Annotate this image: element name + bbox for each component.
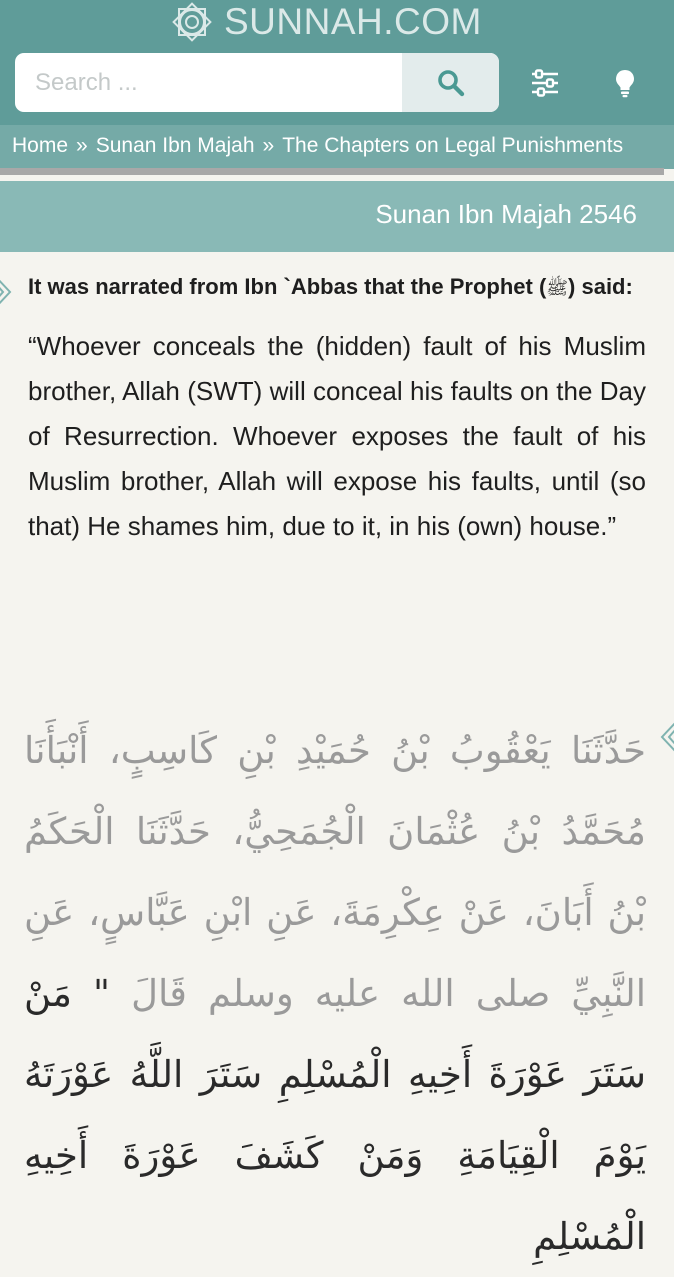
breadcrumb-separator: » <box>262 134 275 157</box>
logo-text: SUNNAH.COM <box>224 1 482 42</box>
lightbulb-icon <box>614 68 636 98</box>
sliders-icon <box>530 69 560 97</box>
hadith-reference: Sunan Ibn Majah 2546 <box>375 198 637 229</box>
hadith-narrator: It was narrated from Ibn `Abbas that the Prophet (ﷺ) said: <box>28 274 633 299</box>
site-logo[interactable] <box>170 0 482 44</box>
site-header <box>0 0 674 125</box>
arabic-matn: " مَنْ سَتَرَ عَوْرَةَ أَخِيهِ الْمُسْلِمِ سَتَرَ اللَّهُ عَوْرَتَهُ يَوْمَ الْقِيَامَةِ وَمَنْ كَشَفَ عَوْرَةَ أَخِيهِ الْمُسْلِمِ <box>24 972 646 1258</box>
breadcrumb-separator: » <box>76 134 88 157</box>
breadcrumb-chapter[interactable]: The Chapters on Legal Punishments <box>282 134 624 157</box>
hadith-english <box>28 268 646 549</box>
breadcrumb-scrollbar[interactable] <box>0 168 664 175</box>
english-side-marker-icon <box>0 273 18 311</box>
tips-button[interactable] <box>602 60 648 106</box>
arabic-side-marker-icon <box>654 718 674 756</box>
sunnah-star-logo-icon <box>170 0 214 44</box>
search-icon <box>436 68 466 98</box>
search-input[interactable] <box>15 53 401 112</box>
settings-button[interactable] <box>522 60 568 106</box>
search-box <box>15 53 499 112</box>
arabic-isnad: حَدَّثَنَا يَعْقُوبُ بْنُ حُمَيْدِ بْنِ كَاسِبٍ، أَنْبَأَنَا مُحَمَّدُ بْنُ عُثْمَانَ الْجُمَحِيُّ، حَدَّثَنَا الْحَكَمُ بْنُ أَبَانَ، عَنْ عِكْرِمَةَ، عَنِ ابْنِ عَبَّاسٍ، عَنِ النَّبِيِّ صلى الله عليه وسلم قَالَ <box>24 729 647 1015</box>
hadith-title-bar <box>0 181 674 252</box>
salawat-glyph: ﷺ <box>546 278 569 299</box>
search-button[interactable] <box>402 53 499 112</box>
breadcrumb <box>12 125 623 167</box>
hadith-arabic <box>24 710 646 1277</box>
breadcrumb-collection[interactable]: Sunan Ibn Majah <box>95 134 255 157</box>
hadith-english-text: “Whoever conceals the (hidden) fault of his Muslim brother, Allah (SWT) will conceal his faults on the Day of Resurrection. Whoever exposes the fault of his Muslim brother, Allah will expose his faults, until (so that) He shames him, due to it, in his (own) house.” <box>28 331 646 541</box>
breadcrumb-bar <box>0 125 674 169</box>
breadcrumb-home[interactable]: Home <box>12 134 69 157</box>
